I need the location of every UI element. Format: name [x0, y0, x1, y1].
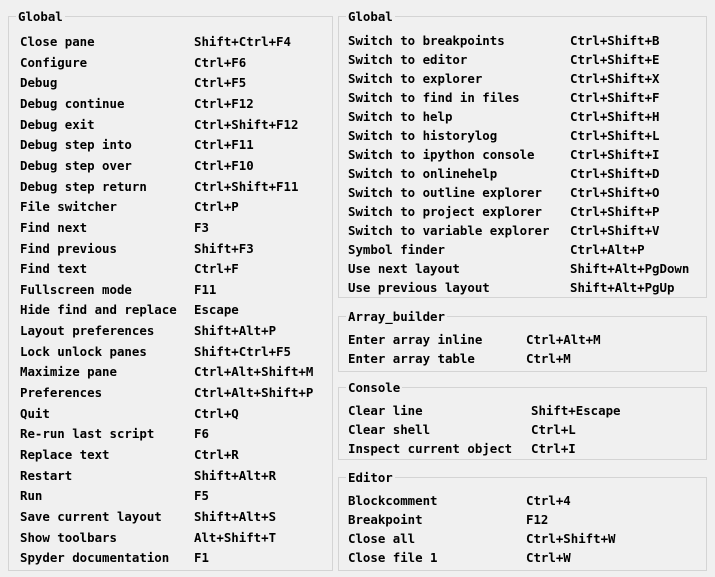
shortcut-key-sequence: Ctrl+Shift+V: [570, 223, 660, 238]
shortcut-key-sequence: Shift+Ctrl+F5: [194, 343, 291, 359]
shortcut-action-name: Switch to help: [348, 109, 453, 124]
shortcut-action-name: Clear shell: [348, 422, 431, 437]
shortcut-key-sequence: Ctrl+I: [531, 441, 576, 456]
shortcut-action-name: Find next: [20, 219, 88, 235]
shortcut-action-name: Enter array table: [348, 351, 475, 366]
shortcut-key-sequence: Shift+Alt+P: [194, 323, 277, 339]
shortcut-key-sequence: Shift+Escape: [531, 403, 621, 418]
shortcut-key-sequence: F5: [194, 488, 209, 504]
shortcut-action-name: Switch to historylog: [348, 128, 498, 143]
shortcut-action-name: Restart: [20, 467, 73, 483]
shortcut-key-sequence: Ctrl+Shift+I: [570, 147, 660, 162]
shortcut-action-name: Maximize pane: [20, 364, 117, 380]
shortcut-key-sequence: Ctrl+F10: [194, 157, 254, 173]
shortcut-action-name: Close all: [348, 531, 416, 546]
group-global-left: [8, 9, 333, 571]
shortcut-key-sequence: Ctrl+Shift+F: [570, 90, 660, 105]
shortcut-action-name: Preferences: [20, 385, 103, 401]
shortcut-action-name: Enter array inline: [348, 332, 483, 347]
group-global-right: [338, 9, 707, 298]
shortcut-key-sequence: F1: [194, 550, 209, 566]
shortcut-action-name: Use next layout: [348, 261, 460, 276]
shortcut-action-name: Switch to onlinehelp: [348, 166, 498, 181]
shortcut-action-name: Blockcomment: [348, 493, 438, 508]
shortcut-action-name: Show toolbars: [20, 529, 117, 545]
shortcut-action-name: Spyder documentation: [20, 550, 170, 566]
shortcut-action-name: Switch to variable explorer: [348, 223, 550, 238]
shortcut-action-name: Switch to outline explorer: [348, 185, 542, 200]
shortcut-key-sequence: Ctrl+Shift+O: [570, 185, 660, 200]
shortcut-key-sequence: Ctrl+Shift+W: [526, 531, 616, 546]
shortcut-action-name: Symbol finder: [348, 242, 445, 257]
shortcut-key-sequence: Shift+Alt+PgDown: [570, 261, 690, 276]
shortcut-action-name: Run: [20, 488, 43, 504]
shortcut-action-name: Save current layout: [20, 508, 162, 524]
shortcut-key-sequence: Escape: [194, 302, 239, 318]
shortcut-key-sequence: Ctrl+Alt+P: [570, 242, 645, 257]
shortcut-key-sequence: Ctrl+Shift+L: [570, 128, 660, 143]
shortcut-action-name: Debug step return: [20, 178, 147, 194]
shortcut-key-sequence: Ctrl+R: [194, 447, 239, 462]
shortcut-key-sequence: Ctrl+Shift+D: [570, 166, 660, 181]
shortcut-action-name: Replace text: [20, 447, 110, 462]
shortcut-key-sequence: Ctrl+W: [526, 550, 571, 565]
shortcut-key-sequence: Shift+Alt+S: [194, 508, 277, 524]
shortcut-action-name: Close pane: [20, 34, 95, 49]
shortcut-key-sequence: Alt+Shift+T: [194, 529, 277, 545]
shortcut-action-name: Switch to find in files: [348, 90, 520, 105]
shortcut-key-sequence: F12: [526, 512, 549, 527]
shortcut-action-name: Debug continue: [20, 95, 125, 111]
shortcut-key-sequence: Ctrl+F11: [194, 137, 254, 153]
shortcut-key-sequence: Ctrl+F6: [194, 54, 247, 70]
group-title-global: Global: [18, 9, 63, 24]
shortcut-key-sequence: F3: [194, 219, 209, 235]
group-title-array-builder: Array_builder: [348, 309, 445, 324]
shortcut-action-name: Use previous layout: [348, 280, 490, 295]
shortcut-action-name: Debug exit: [20, 116, 95, 132]
shortcut-key-sequence: Ctrl+P: [194, 199, 239, 215]
shortcut-key-sequence: Ctrl+Shift+B: [570, 33, 660, 48]
shortcut-key-sequence: Shift+F3: [194, 240, 254, 256]
shortcut-action-name: Switch to breakpoints: [348, 33, 505, 48]
shortcut-key-sequence: Shift+Ctrl+F4: [194, 34, 291, 49]
shortcut-action-name: Close file 1: [348, 550, 438, 565]
shortcut-key-sequence: Ctrl+Shift+F12: [194, 116, 299, 132]
shortcut-key-sequence: Ctrl+F: [194, 261, 239, 277]
group-title-console: Console: [348, 380, 401, 395]
shortcut-action-name: Lock unlock panes: [20, 343, 147, 359]
shortcut-action-name: Debug step over: [20, 157, 132, 173]
group-editor: [338, 470, 707, 571]
shortcut-action-name: Debug: [20, 75, 58, 91]
shortcut-key-sequence: Ctrl+Shift+E: [570, 52, 660, 67]
shortcut-action-name: Switch to explorer: [348, 71, 483, 86]
shortcut-key-sequence: Ctrl+Alt+M: [526, 332, 601, 347]
shortcut-action-name: Find text: [20, 261, 88, 277]
shortcut-key-sequence: Ctrl+Shift+P: [570, 204, 660, 219]
shortcut-key-sequence: Shift+Alt+PgUp: [570, 280, 675, 295]
shortcut-action-name: Quit: [20, 405, 50, 421]
shortcut-action-name: Hide find and replace: [20, 302, 177, 318]
shortcut-key-sequence: Ctrl+Shift+X: [570, 71, 660, 86]
shortcut-key-sequence: Ctrl+L: [531, 422, 576, 437]
shortcut-action-name: Re-run last script: [20, 426, 155, 442]
group-title-global: Global: [348, 9, 393, 24]
shortcut-key-sequence: Ctrl+Alt+Shift+M: [194, 364, 314, 380]
shortcut-key-sequence: Shift+Alt+R: [194, 467, 277, 483]
shortcut-key-sequence: F11: [194, 281, 217, 297]
shortcut-key-sequence: Ctrl+Shift+H: [570, 109, 660, 124]
shortcut-key-sequence: F6: [194, 426, 209, 442]
shortcut-action-name: Clear line: [348, 403, 423, 418]
shortcut-key-sequence: Ctrl+Q: [194, 405, 239, 421]
shortcut-action-name: Debug step into: [20, 137, 132, 153]
shortcut-action-name: Find previous: [20, 240, 117, 256]
shortcut-action-name: Fullscreen mode: [20, 281, 132, 297]
shortcut-key-sequence: Ctrl+Shift+F11: [194, 178, 299, 194]
group-console: [338, 380, 707, 460]
shortcut-action-name: Breakpoint: [348, 512, 423, 527]
shortcut-action-name: Switch to editor: [348, 52, 468, 67]
shortcut-key-sequence: Ctrl+Alt+Shift+P: [194, 385, 314, 401]
shortcut-action-name: Inspect current object: [348, 441, 513, 456]
shortcut-action-name: File switcher: [20, 199, 117, 215]
shortcut-action-name: Switch to ipython console: [348, 147, 535, 162]
shortcut-action-name: Switch to project explorer: [348, 204, 542, 219]
group-title-editor: Editor: [348, 470, 393, 485]
shortcut-key-sequence: Ctrl+4: [526, 493, 571, 508]
group-array-builder: [338, 309, 707, 372]
shortcut-action-name: Configure: [20, 54, 88, 70]
shortcut-key-sequence: Ctrl+F12: [194, 95, 254, 111]
shortcut-key-sequence: Ctrl+M: [526, 351, 571, 366]
shortcut-key-sequence: Ctrl+F5: [194, 75, 247, 91]
shortcut-action-name: Layout preferences: [20, 323, 155, 339]
